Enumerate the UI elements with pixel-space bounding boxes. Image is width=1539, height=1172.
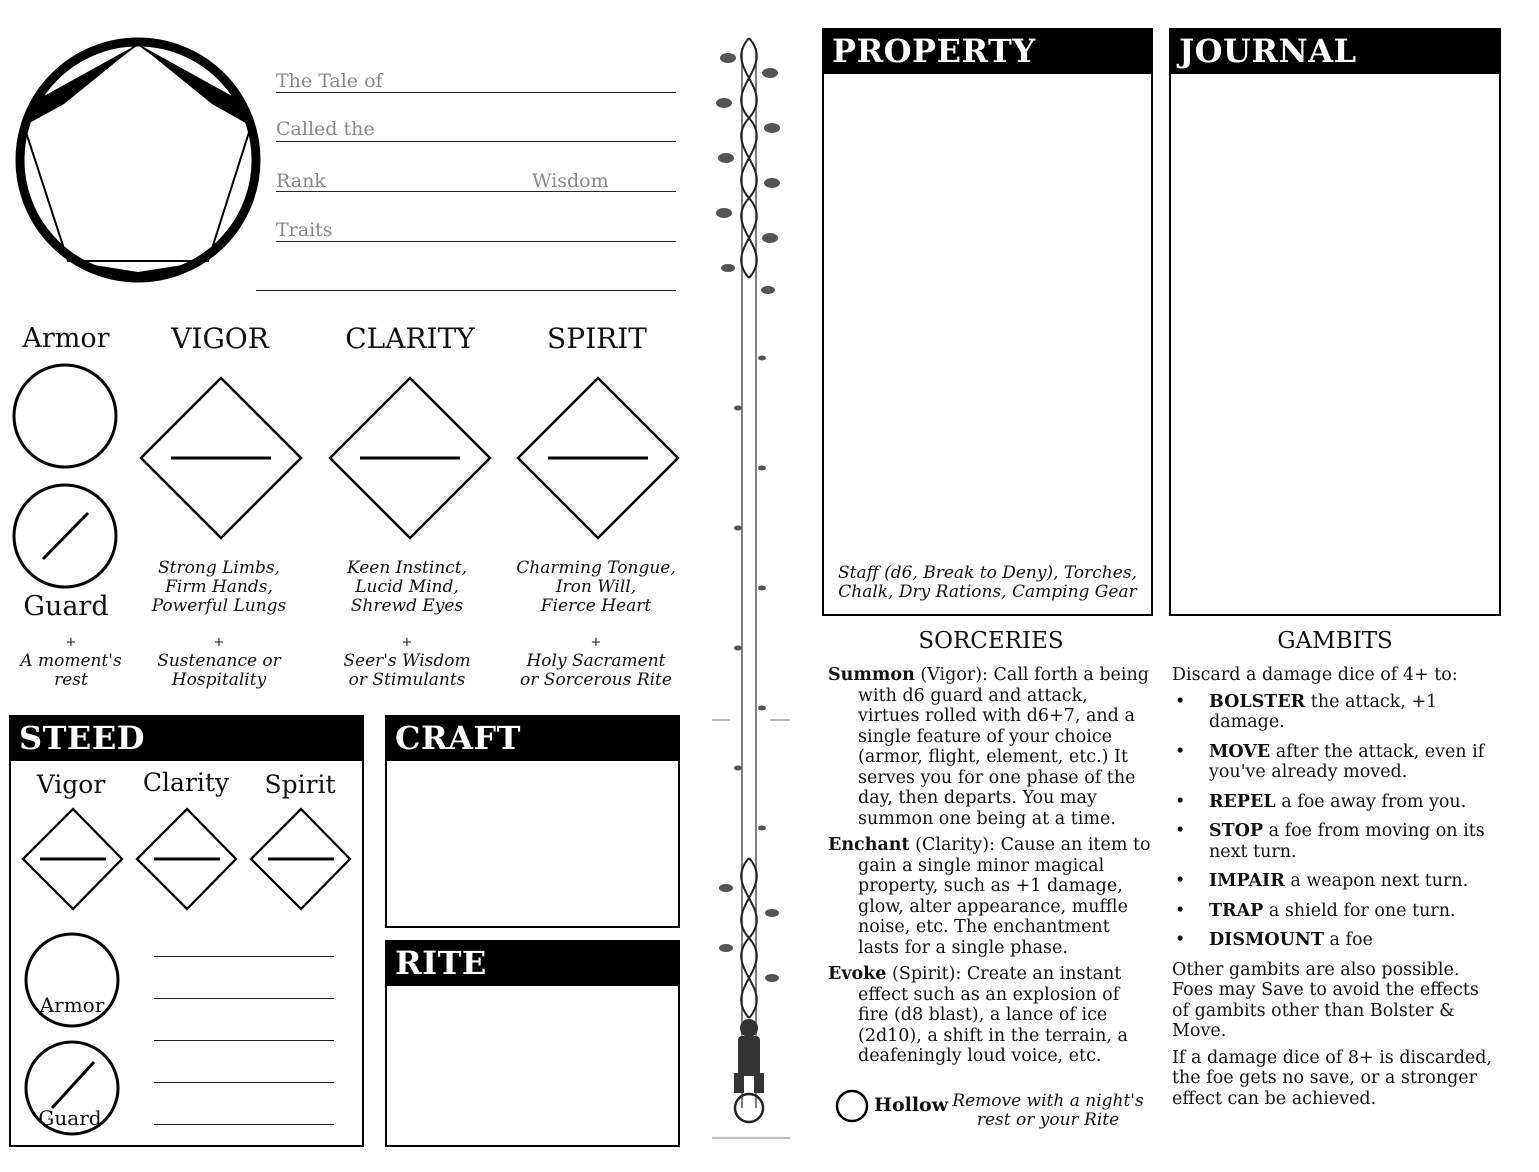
gambit-trap: • TRAP a shield for one turn.: [1172, 901, 1500, 922]
spirit-diamond[interactable]: [515, 375, 681, 541]
steed-note-line-5[interactable]: [154, 1124, 334, 1125]
spirit-restore: + Holy Sacrament or Sorcerous Rite: [520, 635, 672, 690]
gambits-heading: GAMBITS: [1277, 628, 1393, 654]
gambit-impair: • IMPAIR a weapon next turn.: [1172, 871, 1500, 892]
armor-heading: Armor: [22, 323, 110, 354]
gambits-list: [1172, 665, 1500, 1115]
field-rank-wisdom-line[interactable]: [276, 191, 676, 192]
vigor-restore: + Sustenance or Hospitality: [157, 635, 281, 690]
steed-note-line-1[interactable]: [154, 956, 334, 957]
steed-clarity-label: Clarity: [142, 768, 230, 797]
field-traits-line-2[interactable]: [256, 290, 676, 291]
vigor-heading: VIGOR: [171, 322, 269, 355]
steed-diamonds[interactable]: [20, 806, 356, 916]
field-traits-line[interactable]: [276, 241, 676, 242]
gambit-dismount: • DISMOUNT a foe: [1172, 930, 1500, 951]
steed-spirit-label: Spirit: [264, 770, 336, 799]
steed-armor-label: Armor: [39, 993, 105, 1017]
steed-guard-label: Guard: [38, 1106, 102, 1130]
vigor-description: Strong Limbs, Firm Hands, Powerful Lungs: [151, 558, 287, 616]
pentagon-emblem: [14, 36, 264, 288]
gambits-para-2: If a damage dice of 8+ is discarded, the foe gets no save, or a stronger effect can be achieved.: [1172, 1047, 1493, 1109]
hollow-label: Hollow: [874, 1094, 949, 1116]
hollow-note: Remove with a night's rest or your Rite: [952, 1091, 1144, 1130]
spirit-heading: SPIRIT: [547, 322, 647, 355]
armor-guard-circles[interactable]: [10, 361, 122, 591]
field-tale-of-label: The Tale of: [276, 70, 383, 92]
rite-title: RITE: [385, 940, 680, 986]
steed-title: STEED: [9, 715, 364, 761]
property-starting-items: Staff (d6, Break to Deny), Torches, Chalk, Dry Rations, Camping Gear: [838, 563, 1137, 602]
clarity-diamond[interactable]: [327, 375, 493, 541]
field-called-the-label: Called the: [276, 118, 375, 140]
sorceries-heading: SORCERIES: [918, 628, 1064, 654]
gambits-intro: Discard a damage dice of 4+ to:: [1172, 665, 1458, 685]
steed-note-line-4[interactable]: [154, 1082, 334, 1083]
property-title: PROPERTY: [822, 28, 1153, 74]
clarity-description: Keen Instinct, Lucid Mind, Shrewd Eyes: [346, 558, 468, 616]
guard-restore: + A moment's rest: [20, 635, 122, 690]
guard-heading: Guard: [23, 591, 109, 622]
field-wisdom-label: Wisdom: [532, 170, 609, 192]
steed-note-line-3[interactable]: [154, 1040, 334, 1041]
gambit-repel: • REPEL a foe away from you.: [1172, 792, 1500, 813]
sorcery-summon: Summon (Vigor): Call forth a being with d6 guard and attack, virtues rolled with d6+7, and a single feature of your choice (armor, flight, element, etc.) It serves you for one phase of the day, then departs. You may summon one being at a time.: [828, 665, 1149, 829]
sorcery-enchant: Enchant (Clarity): Cause an item to gain a single minor magical property, such as +1 damage, glow, alter appearance, muffle noise, etc. The enchantment lasts for a single phase.: [828, 835, 1151, 958]
field-called-the-line[interactable]: [276, 141, 676, 142]
gambit-move: • MOVE after the attack, even if you've already moved.: [1172, 742, 1500, 783]
gambit-stop: • STOP a foe from moving on its next turn.: [1172, 821, 1500, 862]
field-rank-label: Rank: [276, 170, 326, 192]
vine-staff-illustration: [712, 28, 792, 1148]
clarity-restore: + Seer's Wisdom or Stimulants: [343, 635, 471, 690]
vigor-diamond[interactable]: [138, 375, 304, 541]
hollow-checkbox[interactable]: [834, 1088, 870, 1124]
gambits-para-1: Other gambits are also possible. Foes may Save to avoid the effects of gambits other than Bolster & Move.: [1172, 959, 1479, 1041]
field-tale-of-line[interactable]: [276, 92, 676, 93]
steed-vigor-label: Vigor: [36, 770, 106, 799]
sorceries-list: [828, 665, 1152, 1073]
sorcery-evoke: Evoke (Spirit): Create an instant effect such as an explosion of fire (d8 blast), a lance of ice (2d10), a shift in the terrain, a deafeningly loud voice, etc.: [828, 964, 1128, 1066]
field-traits-label: Traits: [276, 219, 333, 241]
journal-box[interactable]: [1169, 28, 1501, 616]
property-box[interactable]: [822, 28, 1153, 616]
steed-note-line-2[interactable]: [154, 998, 334, 999]
spirit-description: Charming Tongue, Iron Will, Fierce Heart: [516, 558, 676, 616]
craft-title: CRAFT: [385, 715, 680, 761]
clarity-heading: CLARITY: [345, 322, 475, 355]
gambit-bolster: • BOLSTER the attack, +1 damage.: [1172, 692, 1500, 733]
journal-title: JOURNAL: [1169, 28, 1501, 74]
